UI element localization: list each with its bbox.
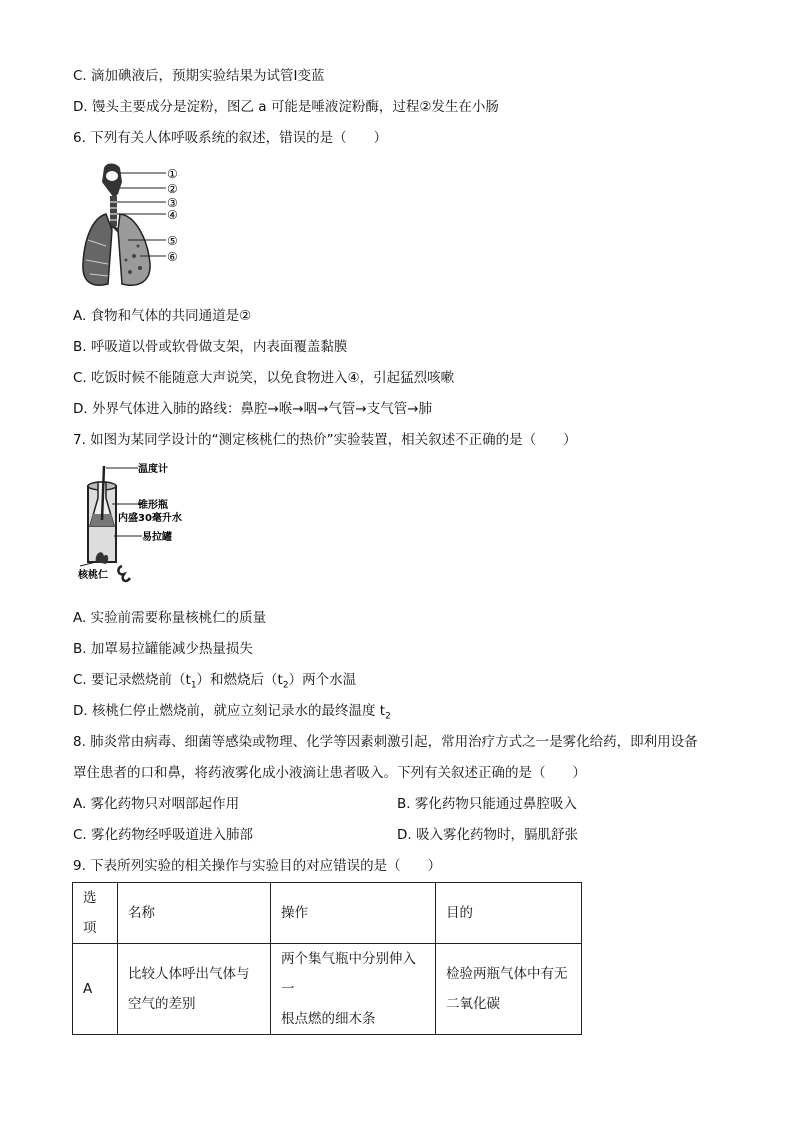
fig6-label-5: ⑤: [167, 234, 178, 248]
table-header-name: 名称: [118, 883, 271, 944]
q7-option-c: C. 要记录燃烧前$(t_1)$和燃烧后$(t_2)$两个水温: [73, 672, 357, 691]
q6-option-b: B. 呼吸道以骨或软骨做支架，内表面覆盖黏膜: [73, 339, 348, 355]
table-cell-operation-line2: 根点燃的细木条: [281, 1011, 376, 1027]
table-cell-goal-line1: 检验两瓶气体中有无: [446, 966, 568, 982]
trachea: [110, 196, 117, 226]
table-cell-goal-line2: 二氧化碳: [446, 996, 500, 1012]
walnut: [118, 566, 130, 581]
fig7-label-flask: 锥形瓶: [138, 500, 168, 511]
table-row: [73, 944, 582, 1035]
table-cell-name-line2: 空气的差别: [128, 996, 196, 1012]
q6-option-d: D. 外界气体进入肺的路线：鼻腔→喉→咽→气管→支气管→肺: [73, 401, 433, 417]
fig6-label-2: ②: [167, 182, 178, 196]
table-header-row: [73, 883, 582, 944]
fig6-label-6: ⑥: [167, 250, 178, 264]
table-header-operation: 操作: [271, 883, 436, 944]
respiratory-system-figure: [78, 160, 190, 292]
q7-option-b: B. 加罩易拉罐能减少热量损失: [73, 641, 253, 657]
walnut-calorimeter-figure: [76, 462, 206, 586]
q5-option-c: C. 滴加碘液后，预期实验结果为试管Ⅰ变蓝: [73, 68, 325, 84]
q6-stem: 6. 下列有关人体呼吸系统的叙述，错误的是（ ）: [73, 130, 388, 146]
fig6-label-4: ④: [167, 208, 178, 222]
q8-stem-line1: 8. 肺炎常由病毒、细菌等感染或物理、化学等因素刺激引起，常用治疗方式之一是雾化给药，即利用设备: [73, 734, 698, 750]
q9-table: [72, 882, 582, 1035]
table-cell-goal: [436, 944, 582, 1035]
table-cell-name-line1: 比较人体呼出气体与: [128, 966, 250, 982]
q6-option-c: C. 吃饭时候不能随意大声说笑，以免食物进入④，引起猛烈咳嗽: [73, 370, 455, 386]
q6-option-a: A. 食物和气体的共同通道是②: [73, 308, 252, 324]
table-cell-name: [118, 944, 271, 1035]
q5-option-d: D. 馒头主要成分是淀粉，图乙 a 可能是唾液淀粉酶，过程②发生在小肠: [73, 99, 499, 115]
q7-option-d: D. 核桃仁停止燃烧前，就应立刻记录水的最终温度 $t_2$: [73, 703, 391, 722]
table-cell-operation-line1: 两个集气瓶中分别伸入一: [281, 951, 416, 997]
q9-stem: 9. 下表所列实验的相关操作与实验目的对应错误的是（ ）: [73, 858, 442, 874]
q8-option-d: D. 吸入雾化药物时，膈肌舒张: [397, 827, 578, 843]
table-header-goal: 目的: [436, 883, 582, 944]
table-cell-operation: [271, 944, 436, 1035]
fig7-label-water: 内盛30毫升水: [118, 513, 182, 524]
q7-stem: 7. 如图为某同学设计的“测定核桃仁的热价”实验装置，相关叙述不正确的是（ ）: [73, 432, 577, 448]
q8-option-a: A. 雾化药物只对咽部起作用: [73, 796, 240, 812]
right-lung: [118, 214, 150, 285]
table-cell-option: A: [73, 944, 118, 1035]
fig7-label-walnut: 核桃仁: [78, 570, 108, 581]
q8-stem-line2: 罩住患者的口和鼻，将药液雾化成小液滴让患者吸入。下列有关叙述正确的是（ ）: [73, 765, 586, 781]
q8-option-b: B. 雾化药物只能通过鼻腔吸入: [397, 796, 577, 812]
fig7-label-can: 易拉罐: [142, 532, 172, 543]
fig7-label-thermometer: 温度计: [138, 464, 168, 475]
q7-option-a: A. 实验前需要称量核桃仁的质量: [73, 610, 267, 626]
q8-option-c: C. 雾化药物经呼吸道进入肺部: [73, 827, 254, 843]
fig6-label-1: ①: [167, 167, 178, 181]
fig6-label-3: ③: [167, 196, 178, 210]
table-header-option: 选项: [73, 883, 118, 944]
